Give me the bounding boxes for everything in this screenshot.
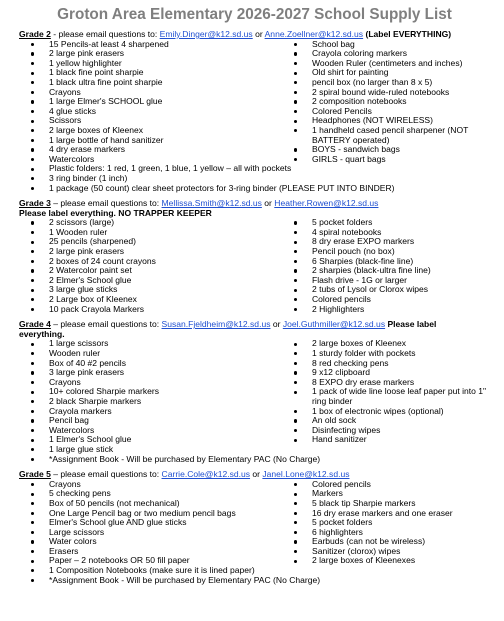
list-item: Hand sanitizer (282, 435, 490, 445)
grade-2-email-1[interactable]: Emily.Dinger@k12.sd.us (159, 29, 253, 39)
list-item: pencil box (no larger than 8 x 5) (282, 78, 490, 88)
list-item: Watercolors (19, 426, 282, 436)
grade-4-label: Grade 4 (19, 319, 51, 330)
list-item: 2 Large box of Kleenex (19, 295, 282, 305)
list-item: 1 Wooden ruler (19, 228, 282, 238)
list-item: 1 black fine point sharpie (19, 68, 282, 78)
list-item: 8 red checking pens (282, 359, 490, 369)
list-item: 15 Pencils-at least 4 sharpened (19, 40, 282, 50)
list-item: 1 yellow highlighter (19, 59, 282, 69)
list-item: Erasers (19, 547, 282, 557)
list-item: Box of 50 pencils (not mechanical) (19, 499, 282, 509)
grade-3-intro: – please email questions to: (50, 198, 162, 209)
list-item: 4 spiral notebooks (282, 228, 490, 238)
grade-3-email-1[interactable]: Mellissa.Smith@k12.sd.us (161, 198, 262, 209)
list-item: Markers (282, 489, 490, 499)
grade-3-right-list (282, 218, 490, 314)
grade-3-label: Grade 3 (19, 198, 51, 209)
list-item: 8 EXPO dry erase markers (282, 378, 490, 388)
grade-5-email-2[interactable]: Janel.Lone@k12.sd.us (262, 469, 350, 480)
list-item: 3 large glue sticks (19, 285, 282, 295)
list-item: 4 glue sticks (19, 107, 282, 117)
list-item: Elmer's School glue AND glue sticks (19, 518, 282, 528)
grade-2-label: Grade 2 (19, 29, 51, 39)
list-item: 1 large glue stick (19, 445, 282, 455)
list-item: Wooden Ruler (centimeters and inches) (282, 59, 490, 69)
list-item: 1 Composition Notebooks (make sure it is lined paper) (19, 566, 490, 576)
list-item: 1 pack of wide line loose leaf paper put into 1" ring binder (282, 387, 490, 406)
list-item: 1 Elmer's School glue (19, 435, 282, 445)
list-item: 1 sturdy folder with pockets (282, 349, 490, 359)
grade-4-label-note: Please label (385, 319, 437, 330)
list-item: 2 sharpies (black-ultra fine line) (282, 266, 490, 276)
grade-5-left-list (19, 480, 282, 566)
list-item: 2 black Sharpie markers (19, 397, 282, 407)
list-item: 2 large boxes of Kleenex (19, 126, 282, 136)
list-item: 2 large pink erasers (19, 247, 282, 257)
list-item: Crayons (19, 88, 282, 98)
list-item: Crayola coloring markers (282, 49, 490, 59)
grade-2-left-list (19, 40, 282, 165)
grade-3-or: or (261, 198, 275, 209)
list-item: Crayons (19, 378, 282, 388)
grade-5-right-list (282, 480, 490, 566)
list-item: Colored pencils (282, 480, 490, 490)
grade-4-right-list (282, 339, 490, 454)
grade-4-header (19, 320, 490, 330)
list-item: GIRLS - quart bags (282, 155, 490, 165)
list-item: Plastic folders: 1 red, 1 green, 1 blue, 1 yellow – all with pockets (19, 164, 490, 174)
list-item: Crayola markers (19, 407, 282, 417)
list-item: 4 dry erase markers (19, 145, 282, 155)
grade-3-section (19, 199, 490, 314)
list-item: Box of 40 #2 pencils (19, 359, 282, 369)
grade-3-note: Please label everything. NO TRAPPER KEEPER (19, 207, 212, 218)
list-item: Paper – 2 notebooks OR 50 fill paper (19, 556, 282, 566)
list-item: 10+ colored Sharpie markers (19, 387, 282, 397)
list-item: 9 x12 clipboard (282, 368, 490, 378)
list-item: 10 pack Crayola Markers (19, 305, 282, 315)
list-item: Crayons (19, 480, 282, 490)
list-item: Water colors (19, 537, 282, 547)
grade-5-intro: – please email questions to: (50, 469, 162, 480)
grade-2-right-list (282, 40, 490, 165)
list-item: Flash drive - 1G or larger (282, 276, 490, 286)
list-item: An old sock (282, 416, 490, 426)
grade-2-intro: - please email questions to: (50, 29, 160, 39)
list-item: Colored pencils (282, 295, 490, 305)
list-item: Old shirt for painting (282, 68, 490, 78)
grade-5-header (19, 470, 490, 480)
list-item: BOYS - sandwich bags (282, 145, 490, 155)
list-item: 6 Sharpies (black-fine line) (282, 257, 490, 267)
list-item: Large scissors (19, 528, 282, 538)
list-item: 1 box of electronic wipes (optional) (282, 407, 490, 417)
list-item: 1 black ultra fine point sharpie (19, 78, 282, 88)
list-item: 2 boxes of 24 count crayons (19, 257, 282, 267)
grade-5-section (19, 470, 490, 585)
list-item: 1 large Elmer's SCHOOL glue (19, 97, 282, 107)
grade-4-intro: – please email questions to: (50, 319, 162, 330)
grade-4-email-1[interactable]: Susan.Fjeldheim@k12.sd.us (161, 319, 271, 330)
grade-5-email-1[interactable]: Carrie.Cole@k12.sd.us (161, 469, 251, 480)
grade-4-note: everything. (19, 328, 65, 339)
grade-5-full-list (19, 566, 490, 585)
list-item: 2 Elmer's School glue (19, 276, 282, 286)
list-item: School bag (282, 40, 490, 50)
list-item: 1 handheld cased pencil sharpener (NOT BATTERY operated) (282, 126, 490, 145)
list-item: Wooden ruler (19, 349, 282, 359)
list-item: Watercolors (19, 155, 282, 165)
list-item: 2 scissors (large) (19, 218, 282, 228)
list-item: One Large Pencil bag or two medium pencil bags (19, 509, 282, 519)
list-item: Scissors (19, 116, 282, 126)
list-item: 1 large bottle of hand sanitizer (19, 136, 282, 146)
list-item: Sanitizer (clorox) wipes (282, 547, 490, 557)
list-item: 3 ring binder (1 inch) (19, 174, 490, 184)
grade-4-left-list (19, 339, 282, 454)
grade-2-full-list (19, 164, 490, 193)
list-item: Colored Pencils (282, 107, 490, 117)
list-item: 8 dry erase EXPO markers (282, 237, 490, 247)
list-item: 2 large boxes of Kleenexes (282, 556, 490, 566)
grade-2-or: or (252, 29, 265, 39)
grade-4-section (19, 320, 490, 464)
grade-4-or: or (270, 319, 283, 330)
list-item: 5 pocket folders (282, 518, 490, 528)
grade-2-label-note: (Label EVERYTHING) (363, 29, 452, 39)
grade-5-label: Grade 5 (19, 469, 51, 480)
list-item: Disinfecting wipes (282, 426, 490, 436)
list-item: *Assignment Book - Will be purchased by Elementary PAC (No Charge) (19, 576, 490, 586)
list-item: 5 checking pens (19, 489, 282, 499)
page-title: Groton Area Elementary 2026-2027 School Supply List (57, 6, 452, 23)
list-item: 2 Watercolor paint set (19, 266, 282, 276)
list-item: Earbuds (can not be wireless) (282, 537, 490, 547)
list-item: 2 large pink erasers (19, 49, 282, 59)
list-item: 16 dry erase markers and one eraser (282, 509, 490, 519)
list-item: *Assignment Book - Will be purchased by Elementary PAC (No Charge) (19, 455, 490, 465)
list-item: Pencil pouch (no box) (282, 247, 490, 257)
list-item: 2 composition notebooks (282, 97, 490, 107)
list-item: 5 black tip Sharpie markers (282, 499, 490, 509)
list-item: 3 large pink erasers (19, 368, 282, 378)
grade-3-email-2[interactable]: Heather.Rowen@k12.sd.us (274, 198, 379, 209)
grade-2-email-2[interactable]: Anne.Zoellner@k12.sd.us (264, 29, 364, 39)
grade-4-email-2[interactable]: Joel.Guthmiller@k12.sd.us (282, 319, 386, 330)
grade-3-left-list (19, 218, 282, 314)
list-item: 2 tubs of Lysol or Clorox wipes (282, 285, 490, 295)
list-item: 25 pencils (sharpened) (19, 237, 282, 247)
list-item: 5 pocket folders (282, 218, 490, 228)
list-item: Headphones (NOT WIRELESS) (282, 116, 490, 126)
list-item: Pencil bag (19, 416, 282, 426)
list-item: 2 spiral bound wide-ruled notebooks (282, 88, 490, 98)
list-item: 2 Highlighters (282, 305, 490, 315)
list-item: 1 package (50 count) clear sheet protectors for 3-ring binder (PLEASE PUT INTO BINDER) (19, 184, 490, 194)
list-item: 2 large boxes of Kleenex (282, 339, 490, 349)
list-item: 6 highlighters (282, 528, 490, 538)
grade-4-full-list (19, 455, 490, 465)
grade-2-section (19, 30, 490, 193)
grade-5-or: or (250, 469, 263, 480)
list-item: 1 large scissors (19, 339, 282, 349)
